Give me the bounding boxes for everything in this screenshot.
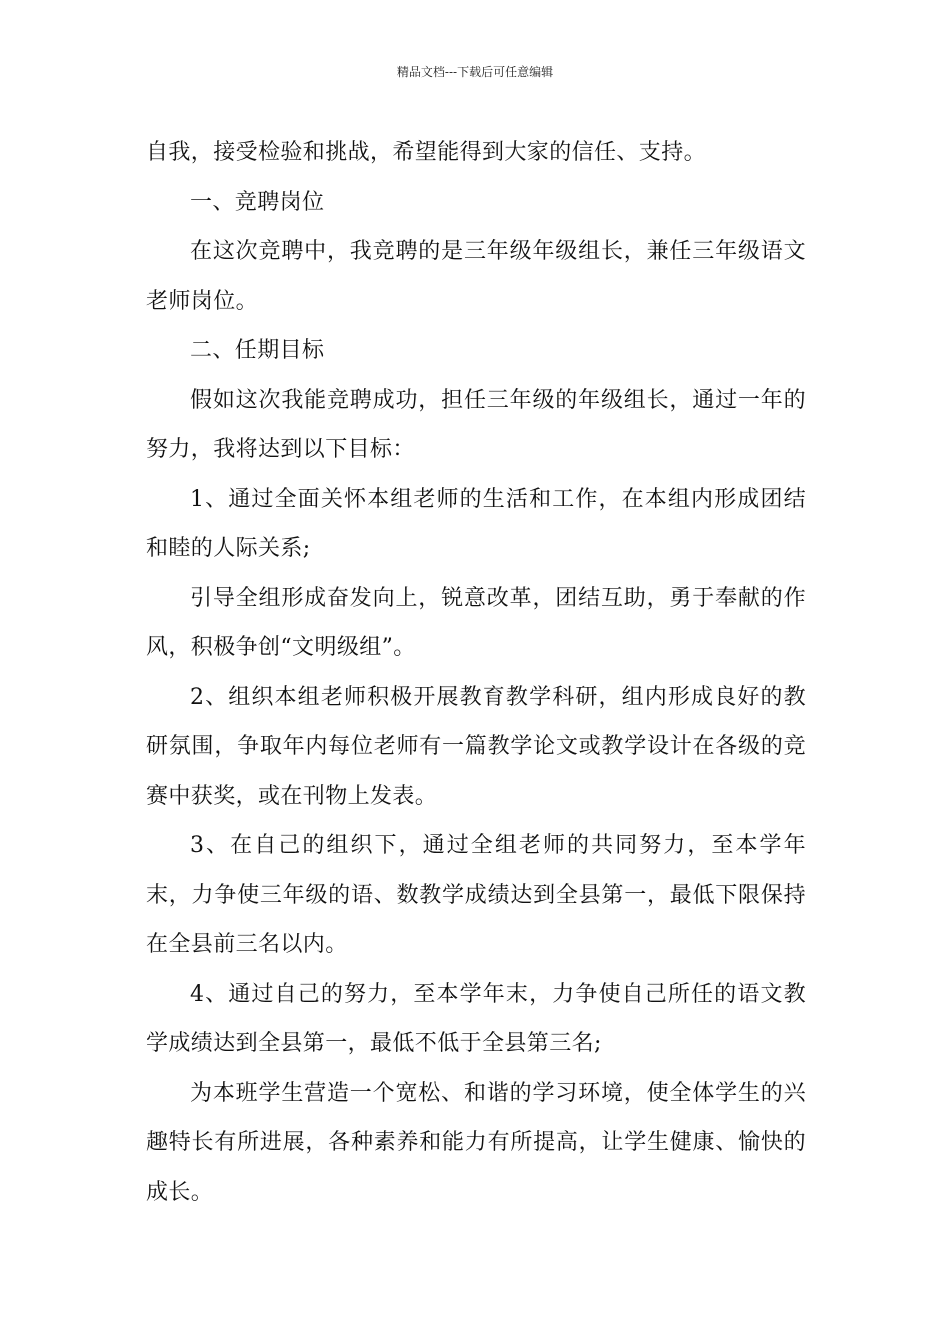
document-body (146, 128, 806, 1217)
paragraph: 在这次竞聘中，我竞聘的是三年级年级组长，兼任三年级语文老师岗位。 (146, 239, 806, 314)
section-heading: 一、竞聘岗位 (190, 189, 325, 215)
list-item: 1、通过全面关怀本组老师的生活和工作，在本组内形成团结和睦的人际关系; (146, 486, 806, 561)
paragraph: 引导全组形成奋发向上，锐意改革，团结互助，勇于奉献的作风，积极争创“文明级组”。 (146, 585, 806, 660)
paragraph: 自我，接受检验和挑战，希望能得到大家的信任、支持。 (146, 140, 707, 165)
paragraph: 为本班学生营造一个宽松、和谐的学习环境，使全体学生的兴趣特长有所进展，各种素养和能力有所提高，让学生健康、愉快的成长。 (146, 1080, 806, 1205)
list-item: 3、在自己的组织下，通过全组老师的共同努力，至本学年末，力争使三年级的语、数教学成绩达到全县第一，最低下限保持在全县前三名以内。 (146, 833, 806, 957)
paragraph: 假如这次我能竞聘成功，担任三年级的年级组长，通过一年的努力，我将达到以下目标： (146, 387, 806, 462)
list-item: 2、组织本组老师积极开展教育教学科研，组内形成良好的教研氛围，争取年内每位老师有一篇教学论文或教学设计在各级的竞赛中获奖，或在刊物上发表。 (146, 684, 806, 809)
list-item: 4、通过自己的努力，至本学年末，力争使自己所任的语文教学成绩达到全县第一，最低不低于全县第三名; (146, 981, 806, 1056)
section-heading: 二、任期目标 (190, 338, 325, 363)
page-header: 精品文档---下载后可任意编辑 (396, 65, 554, 79)
